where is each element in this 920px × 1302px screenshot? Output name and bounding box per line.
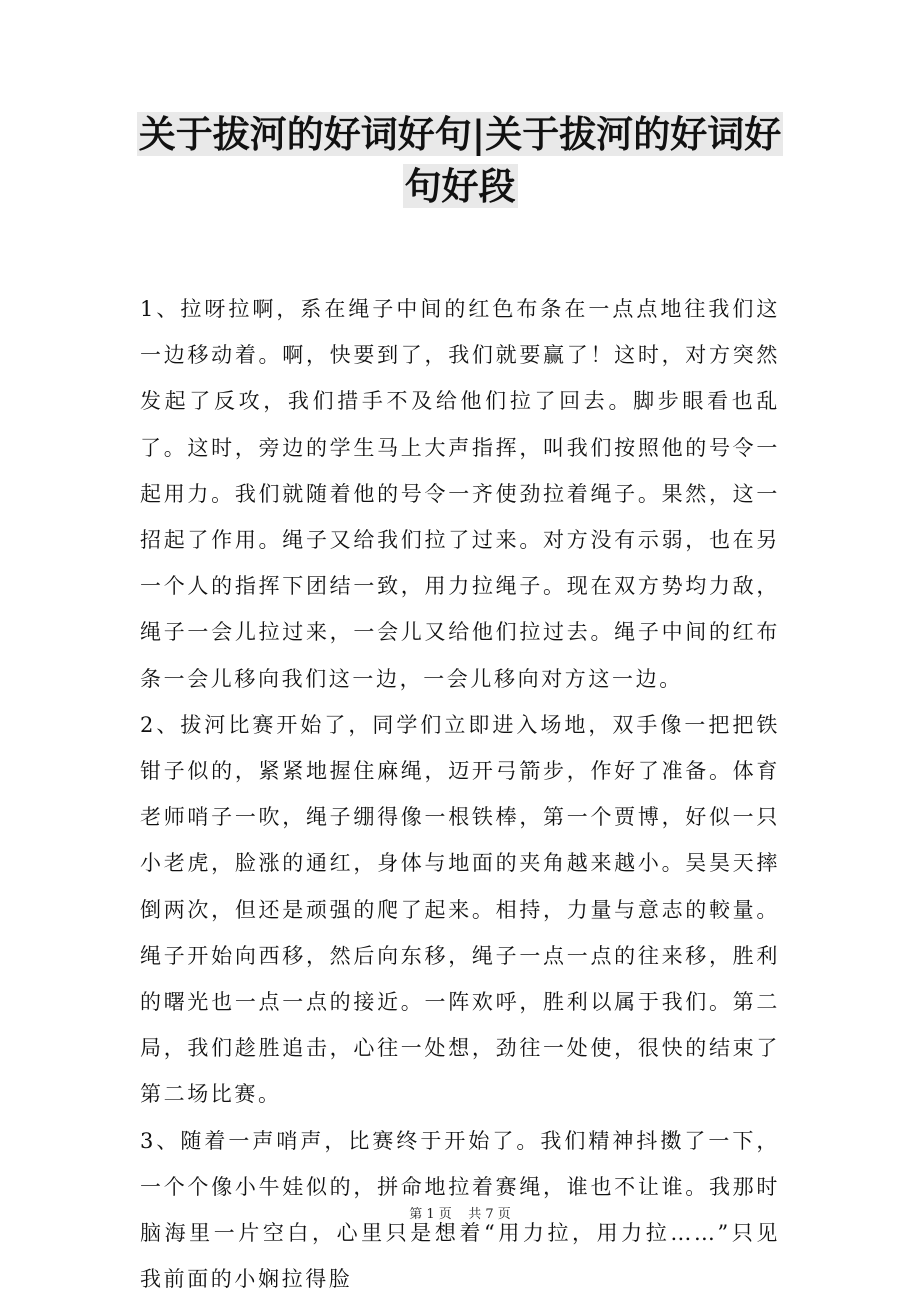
document-body [140,286,780,1302]
document-title-text: 关于拔河的好词好句|关于拔河的好词好句好段 [138,112,782,208]
paragraph-2: 2、拔河比赛开始了，同学们立即进入场地，双手像一把把铁钳子似的，紧紧地握住麻绳，迈开弓箭步，作好了准备。体育老师哨子一吹，绳子绷得像一根铁棒，第一个贾博，好似一只小老虎，脸涨的通红，身体与地面的夹角越来越小。吴昊天摔倒两次，但还是顽强的爬了起来。相持，力量与意志的較量。绳子开始向西移，然后向东移，绳子一点一点的往来移，胜利的曙光也一点一点的接近。一阵欢呼，胜利以属于我们。第二局，我们趁胜追击，心往一处想，劲往一处使，很快的结束了第二场比赛。 [140,712,780,1107]
page-footer: 第 1 页 共 7 页 [409,1207,511,1222]
document-title [130,108,790,212]
paragraph-1: 1、拉呀拉啊，系在绳子中间的红色布条在一点点地往我们这一边移动着。啊，快要到了，我们就要赢了！这时，对方突然发起了反攻，我们措手不及给他们拉了回去。脚步眼看也乱了。这时，旁边的学生马上大声指挥，叫我们按照他的号令一起用力。我们就随着他的号令一齐使劲拉着绳子。果然，这一招起了作用。绳子又给我们拉了过来。对方没有示弱，也在另一个人的指挥下团结一致，用力拉绳子。现在双方势均力敌，绳子一会儿拉过来，一会儿又给他们拉过去。绳子中间的红布条一会儿移向我们这一边，一会儿移向对方这一边。 [140,297,780,691]
paragraph-3: 3、随着一声哨声，比赛终于开始了。我们精神抖擞了一下，一个个像小牛娃似的，拼命地拉着赛绳，谁也不让谁。我那时脑海里一片空白，心里只是想着“用力拉，用力拉……”只见我前面的小娴拉得脸 [140,1128,780,1292]
